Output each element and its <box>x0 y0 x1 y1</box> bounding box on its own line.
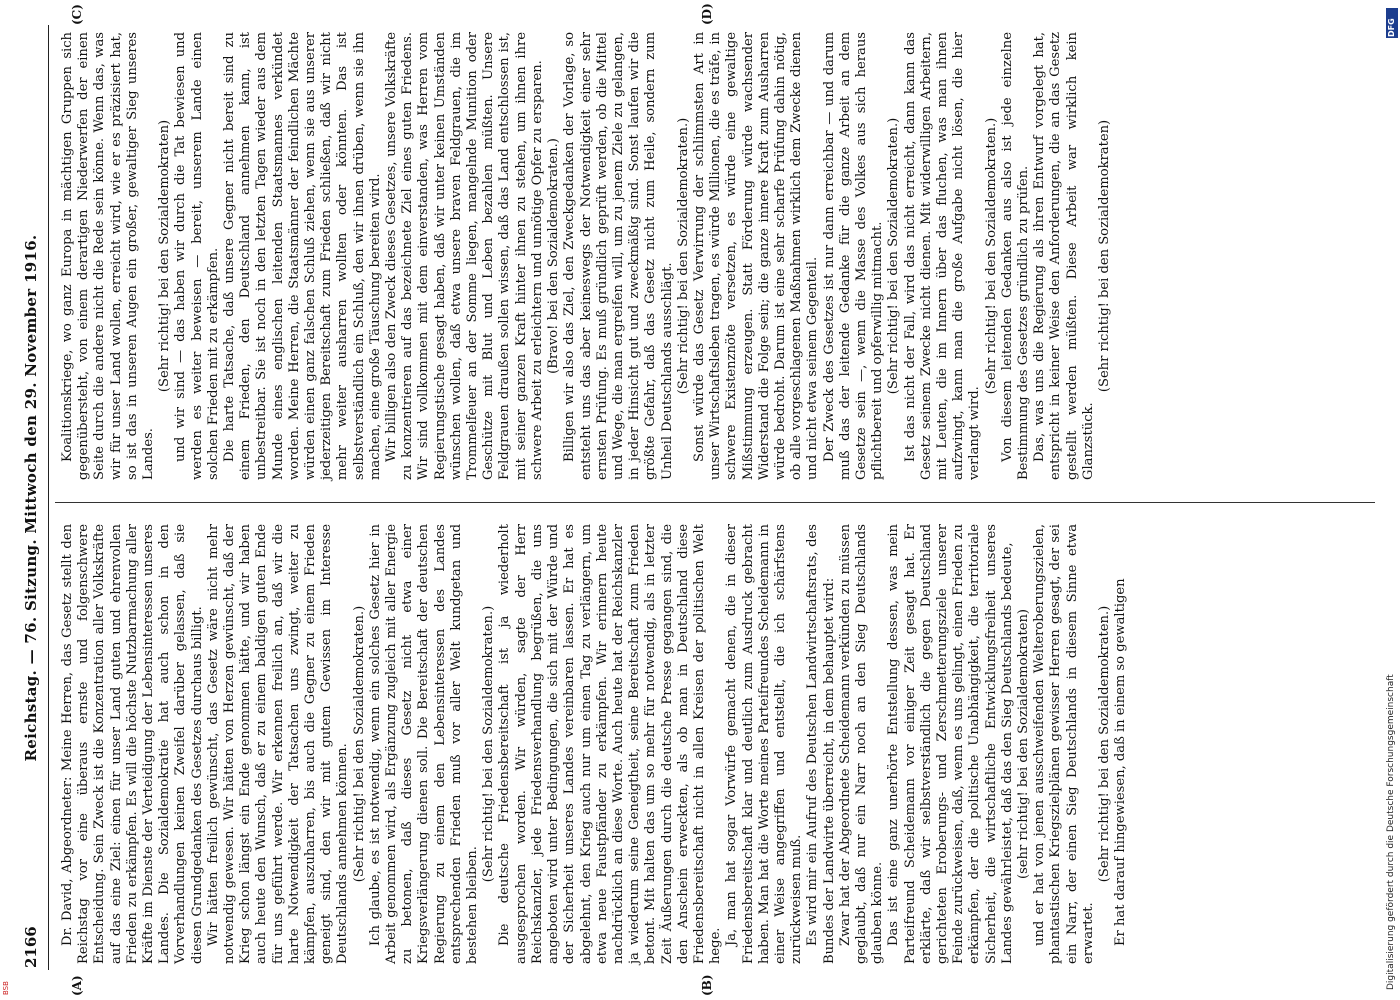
paragraph: Wir billigen also den Zweck dieses Gesetzes, unsere Volkskräfte zu konzentrieren auf das bezeichnete Ziel eines guten Friedens. Wir sind vollkommen mit dem einverstanden, was Herren vom Regierungstische gesagt haben, daß wir unter keinen Umständen wünschen wollen, daß etwa unsere braven Feldgrauen, die im Trommelfeuer an der Somme liegen, mangelnde Munition oder Geschütze mit Blut und Leben bezahlen müßten. Unsere Feldgrauen draußen sollen wissen, daß das Land entschlossen ist, mit seiner ganzen Kraft hinter ihnen zu stehen, um ihnen ihre schwere Arbeit zu erleichtern und unnötige Opfer zu ersparen. <box>384 32 545 480</box>
paragraph: Wir hätten freilich gewünscht, das Gesetz wäre nicht mehr notwendig gewesen. Wir hätten von Herzen gewünscht, daß der Krieg schon längst ein Ende genommen hätte, und wir haben auch heute den Wunsch, daß er zu einem baldigen guten Ende für uns geführt werde. Wir erkennen freilich an, daß wir die harte Notwendigkeit der Tatsachen uns zwingt, weiter zu kämpfen, auszuharren, bis auch die Gegner zu einem Frieden geneigt sind, den wir mit gutem Gewissen im Interesse Deutschlands annehmen können. <box>205 524 351 964</box>
dfg-logo-text: DFG <box>1387 18 1396 37</box>
interjection: (Sehr richtig! bei den Sozialdemokraten) <box>1097 119 1112 393</box>
paragraph: Es wird mir ein Aufruf des Deutschen Landwirtschaftsrats, des Bundes der Landwirte überreicht, in dem behauptet wird: <box>805 524 837 964</box>
margin-marker-c: (C) <box>70 4 84 25</box>
library-stamp <box>2 975 12 997</box>
interjection: (Sehr richtig! bei den Sozialdemokraten.) <box>886 117 902 395</box>
interjection: (Sehr richtig! bei den Sozialdemokraten.) <box>351 605 367 883</box>
header-rule <box>48 25 49 970</box>
paragraph: Das, was uns die Regierung als ihren Entwurf vorgelegt hat, entspricht in keiner Weise den Anforderungen, die an das Gesetz gestellt werden müßten. Diese Arbeit war wirklich kein Glanzstück. <box>1032 32 1096 480</box>
interjection: (Sehr richtig! bei den Sozialdemokraten) <box>157 119 173 393</box>
margin-marker-d: (D) <box>700 3 714 25</box>
funding-note <box>1386 674 1398 990</box>
paragraph: Ja, man hat sogar Vorwürfe gemacht denen, die in dieser Friedensbereitschaft klar und deutlich zum Ausdruck gebracht haben. Man hat die Worte meines Parteifreundes Scheidemann in einer Weise angegriffen und entstellt, die ich schärfstens zurückweisen muß. <box>724 524 805 964</box>
right-column <box>60 32 1370 480</box>
left-column <box>60 524 1370 964</box>
paragraph: und er hat von jenen ausschweifenden Welteroberungszielen, phantastischen Kriegszielplänen gewisser Herren gesagt, der sei ein Narr, der einen Sieg Deutschlands in diesem Sinne etwa erwartet. <box>1032 524 1096 964</box>
paragraph: Dr. David, Abgeordneter: Meine Herren, das Gesetz stellt den Reichstag vor eine überaus ernste und folgenschwere Entscheidung. Sein Zweck ist die Konzentration aller Volkskräfte auf das eine Ziel: einen für unser Land guten und ehrenvollen Frieden zu erkämpfen. Es will die höchste Nutzbarmachung aller Kräfte im Dienste der Verteidigung der Lebensinteressen unseres Landes. Die Sozialdemokratie hat auch schon in den Vorverhandlungen keinen Zweifel darüber gelassen, daß sie diesen Grundgedanken des Gesetzes durchaus billigt. <box>60 524 205 964</box>
paragraph: Das ist eine ganz unerhörte Entstellung dessen, was mein Parteifreund Scheidemann vor einiger Zeit gesagt hat. Er erklärte, daß wir selbstverständlich die gegen Deutschland gerichteten Eroberungs- und Zerschmetterungsziele unserer Feinde zurückweisen, daß, wenn es uns gelingt, einen Frieden zu erkämpfen, der die politische Unabhängigkeit, die territoriale Sicherheit, die wirtschaftliche Entwicklungsfreiheit unseres Landes gewährleistet, daß das den Sieg Deutschlands bedeute, <box>886 524 1015 964</box>
interjection: (Sehr richtig! bei den Sozialdemokraten.) <box>983 117 999 395</box>
paragraph: Billigen wir also das Ziel, den Zweckgedanken der Vorlage, so entsteht uns das aber keineswegs der Notwendigkeit einer sehr ernsten Prüfung. Es muß gründlich geprüft werden, ob die Mittel und Wege, die man ergreifen will, um zu jenem Ziele zu gelangen, in jeder Hinsicht gut und zweckmäßig sind. Sonst laufen wir die größte Gefahr, daß das Gesetz nicht zum Heile, sondern zum Unheil Deutschlands ausschlägt. <box>562 32 675 480</box>
library-stamp-text: BSB <box>2 981 10 995</box>
page-number: 2166 <box>22 926 40 968</box>
quotation: Zwar hat der Abgeordnete Scheidemann verkünden zu müssen geglaubt, daß nur ein Narr noch an den Sieg Deutschlands glauben könne. <box>837 524 886 964</box>
paragraph: Der Zweck des Gesetzes ist nur dann erreichbar — und darum muß das der leitende Gedanke für die ganze Arbeit an dem Gesetze sein —, wenn die Masse des Volkes aus sich heraus pflichtbereit und opferwillig mitmacht. <box>821 32 886 480</box>
paragraph: Die harte Tatsache, daß unsere Gegner nicht bereit sind zu einem Frieden, den Deutschland annehmen kann, ist unbestreitbar. Sie ist noch in den letzten Tagen wieder aus dem Munde eines englischen leitenden Staatsmannes verkündet worden. Meine Herren, die Staatsmänner der feindlichen Mächte würden einen ganz falschen Schluß ziehen, wenn sie aus unserer jederzeitigen Bereitschaft zum Frieden schließen, daß wir nicht mehr weiter ausharren wollten oder könnten. Das ist selbstverständlich ein Schluß, den wir ihnen drüben, wenn sie ihn machen, eine große Täuschung bereiten wird. <box>222 32 383 480</box>
funding-note-text: Digitalisierung gefördert durch die Deutsche Forschungsgemeinschaft <box>1386 674 1396 990</box>
interjection: (Sehr richtig! bei den Sozialdemokraten.) <box>481 605 497 883</box>
margin-marker-a: (A) <box>70 975 84 996</box>
interjection: (Sehr richtig! bei den Sozialdemokraten.) <box>675 117 691 395</box>
column-divider <box>55 502 1375 503</box>
paragraph: Ist das nicht der Fall, wird das nicht erreicht, dann kann das Gesetz seinem Zwecke nicht dienen. Mit widerwilligen Arbeitern, mit Leuten, die im Innern über das fluchen, was man ihnen aufzwingt, kann man die große Aufgabe nicht lösen, die hier verlangt wird. <box>902 32 983 480</box>
margin-marker-b: (B) <box>700 974 714 996</box>
interjection: (Sehr richtig! bei den Sozialdemokraten.) <box>1097 605 1112 883</box>
paragraph: Sonst würde das Gesetz Verwirrung der schlimmsten Art in unser Wirtschaftsleben tragen, es würde Millionen, die es träfe, in schwere Existenznöte versetzen, es würde eine gewaltige Mißstimmung erzeugen. Statt Förderung würde wachsender Widerstand die Folge sein; die ganze innere Kraft zum Ausharren würde bedroht. Darum ist eine sehr scharfe Prüfung dahin nötig, ob alle vorgeschlagenen Maßnahmen wirklich dem Zwecke dienen und nicht etwa seinem Gegenteil. <box>691 32 821 480</box>
paragraph: Die deutsche Friedensbereitschaft ist ja wiederholt ausgesprochen worden. Wir würden, sagte der Herr Reichskanzler, jede Friedensverhandlung begrüßen, die uns angeboten wird unter Bedingungen, die sich mit der Würde und der Sicherheit unseres Landes vereinbaren lassen. Er hat es abgelehnt, den Krieg auch nur um einen Tag zu verlängern, um etwa neue Faustpfänder zu erkämpfen. Wir erinnern heute nachdrücklich an diese Worte. Auch heute hat der Reichskanzler ja wiederum seine Geneigtheit, seine Bereitschaft zum Frieden betont. Mit halten das um so mehr für notwendig, als in letzter Zeit Äußerungen durch die deutsche Presse gegangen sind, die den Anschein erweckten, als ob man in Deutschland diese Friedensbereitschaft nicht in allen Kreisen der politischen Welt hege. <box>497 524 724 964</box>
paragraph: und wir sind — das haben wir durch die Tat bewiesen und werden es weiter beweisen — bereit, unserem Lande einen solchen Frieden mit zu erkämpfen. <box>173 32 221 480</box>
interjection: (Bravo! bei den Sozialdemokraten.) <box>546 138 562 374</box>
paragraph: Ich glaube, es ist notwendig, wenn ein solches Gesetz hier in Arbeit genommen wird, als Ergänzung zugleich mit aller Energie zu betonen, daß dieses Gesetz nicht etwa einer Kriegsverlängerung dienen soll. Die Bereitschaft der deutschen Regierung zu einem den Lebensinteressen des Landes entsprechenden Frieden muß vor aller Welt kundgetan und bestehen bleiben. <box>367 524 481 964</box>
dfg-logo <box>1386 8 1398 38</box>
running-title: Reichstag. — 76. Sitzung. Mittwoch den 29. November 1916. <box>22 234 40 762</box>
interjection: (sehr richtig! bei den Sozialdemokraten) <box>1015 608 1031 880</box>
paragraph: Von diesem leitenden Gedanken aus also ist jede einzelne Bestimmung des Gesetzes gründlich zu prüfen. <box>999 32 1031 480</box>
paragraph: Koalitionskriege, wo ganz Europa in mächtigen Gruppen sich gegenübersteht, von einem derartigen Niederwerfen der einen Seite durch die andere nicht die Rede sein könne. Wenn das, was wir für unser Land wollen, erreicht wird, wie er es präzisiert hat, so ist das in unseren Augen ein großer, gewaltiger Sieg unseres Landes. <box>60 32 157 480</box>
paragraph: Er hat darauf hingewiesen, daß in einem so gewaltigen <box>1113 578 1129 946</box>
